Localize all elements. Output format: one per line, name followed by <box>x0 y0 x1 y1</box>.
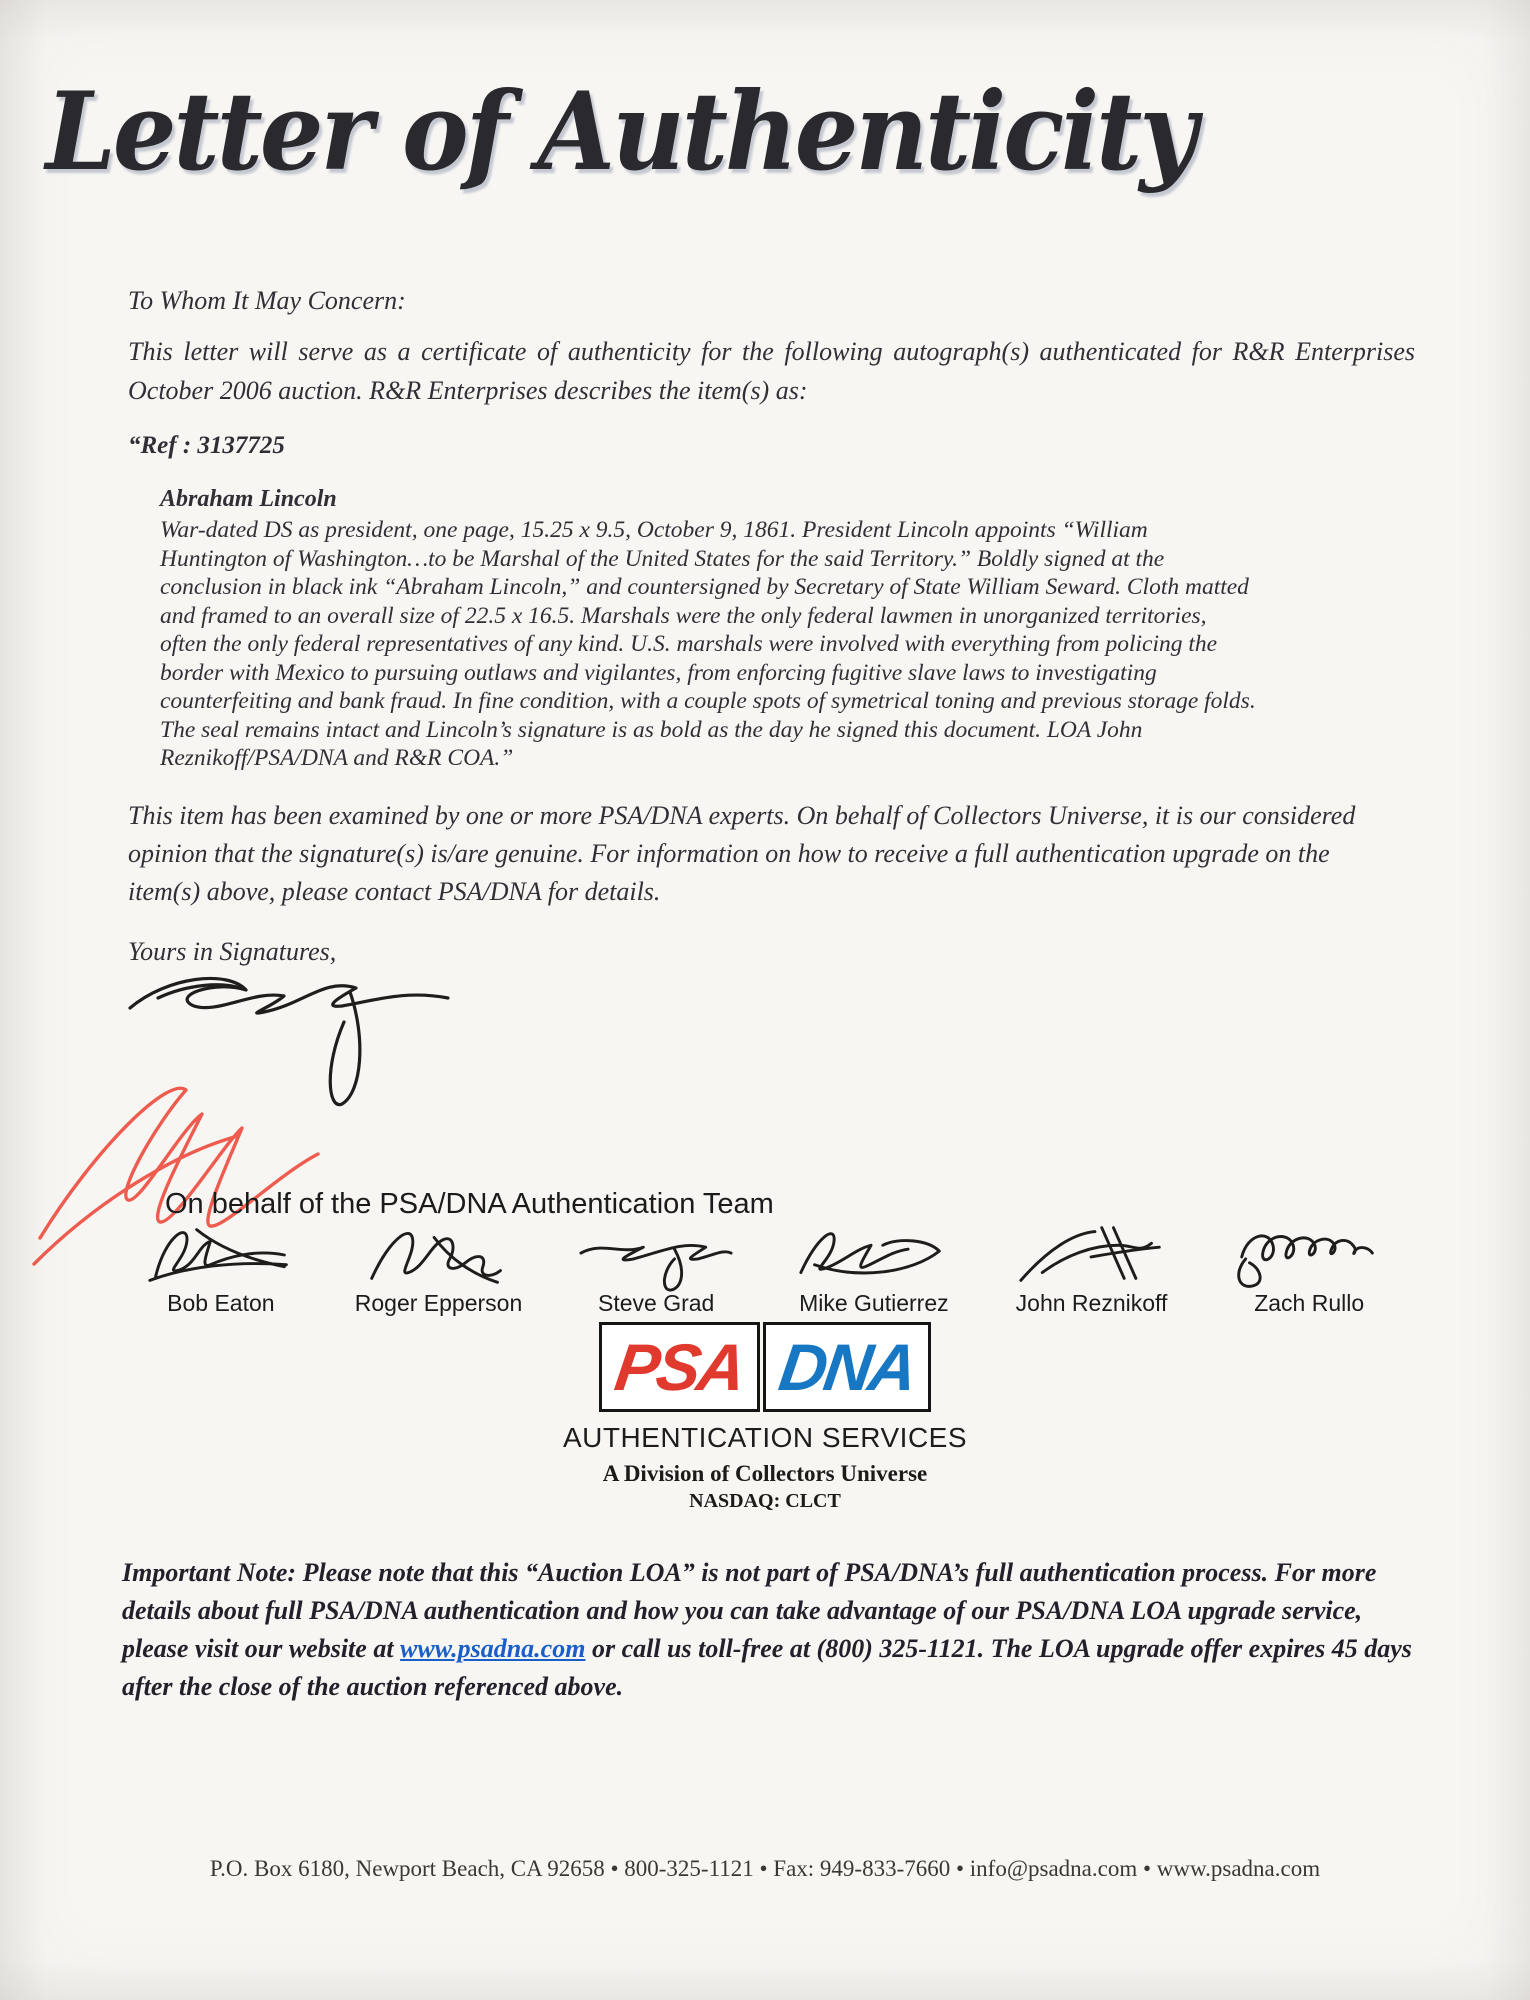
signature-roger-epperson-icon <box>354 1216 524 1294</box>
reference-line: “Ref : 3137725 <box>128 432 285 459</box>
logo-nasdaq-line: NASDAQ: CLCT <box>689 1490 841 1512</box>
important-note-text-after: or call us toll-free at (800) 325-1121. The LOA upgrade offer expires 45 days after the close of the auction referenced above. <box>122 1634 1412 1701</box>
psa-dna-logo-block <box>0 1322 1530 1513</box>
closing-line: Yours in Signatures, <box>128 936 337 966</box>
logo-division-line: A Division of Collectors Universe <box>602 1461 928 1486</box>
signature-mike-gutierrez-icon <box>789 1216 959 1294</box>
signers-row <box>112 1216 1418 1317</box>
signer-name: Roger Epperson <box>354 1290 523 1316</box>
psa-logo-box <box>599 1322 760 1412</box>
signer-steve-grad <box>547 1216 765 1317</box>
important-note-label: Important Note: <box>122 1558 297 1587</box>
item-title: Abraham Lincoln <box>160 486 337 512</box>
signer-roger-epperson <box>330 1216 548 1317</box>
signature-bob-eaton-icon <box>136 1216 306 1294</box>
opinion-paragraph: This item has been examined by one or more PSA/DNA experts. On behalf of Collectors Universe, it is our considered opinion that the signature(s) is/are genuine. For information on how to receive a full authentication upgrade on the item(s) above, please contact PSA/DNA for details. <box>128 800 1356 906</box>
signer-zach-rullo <box>1200 1216 1418 1317</box>
signer-name: Zach Rullo <box>1254 1290 1365 1316</box>
psadna-website-link[interactable]: www.psadna.com <box>400 1634 586 1663</box>
team-line: On behalf of the PSA/DNA Authentication Team <box>165 1188 774 1220</box>
signer-name: Steve Grad <box>598 1290 715 1316</box>
dna-logo-box <box>763 1322 931 1412</box>
signer-name: Mike Gutierrez <box>799 1290 949 1316</box>
important-note <box>122 1554 1424 1706</box>
letter-body <box>128 286 1420 967</box>
logo-subtitle: AUTHENTICATION SERVICES <box>562 1422 968 1453</box>
salutation: To Whom It May Concern: <box>128 286 406 315</box>
signer-mike-gutierrez <box>765 1216 983 1317</box>
signer-bob-eaton <box>112 1216 330 1317</box>
dna-logo-text: DNA <box>774 1330 920 1404</box>
signature-john-reznikoff-icon <box>1007 1216 1177 1294</box>
signature-zach-rullo-icon <box>1224 1216 1394 1294</box>
psa-dna-logo <box>599 1322 931 1412</box>
important-note-text-before: Please note that this “Auction LOA” is not part of PSA/DNA’s full authentication process. For more details about full PSA/DNA authentication and how you can take advantage of our PSA/DNA LOA upgrade service, please visit our website at <box>122 1558 1377 1663</box>
signer-name: John Reznikoff <box>1015 1290 1168 1316</box>
psa-logo-text: PSA <box>610 1330 749 1404</box>
signer-john-reznikoff <box>983 1216 1201 1317</box>
intro-paragraph: This letter will serve as a certificate of authenticity for the following autograph(s) authenticated for R&R Enterprises October 2006 auction. R&R Enterprises describes the item(s) as: <box>128 337 1415 405</box>
item-description: War-dated DS as president, one page, 15.25 x 9.5, October 9, 1861. President Lincoln appoints “William Huntington of Washington…to be Marshal of the United States for the said Territory.” Boldly signed at the conclusion in black ink “Abraham Lincoln,” and countersigned by Secretary of State William Seward. Cloth matted and framed to an overall size of 22.5 x 16.5. Marshals were the only federal lawmen in unorganized territories, often the only federal representatives of any kind. U.S. marshals were involved with everything from policing the border with Mexico to pursuing outlaws and vigilantes, from enforcing fugitive slave laws to investigating counterfeiting and bank fraud. In fine condition, with a couple spots of symetrical toning and previous storage folds. The seal remains intact and Lincoln’s signature is as bold as the day he signed this document. LOA John Reznikoff/PSA/DNA and R&R COA.” <box>160 517 1256 771</box>
footer-contact-line: P.O. Box 6180, Newport Beach, CA 92658 • 800-325-1121 • Fax: 949-833-7660 • info@psadna.com • www.psadna.com <box>209 1856 1321 1881</box>
page-title: Letter of Authenticity <box>45 67 1195 195</box>
signer-name: Bob Eaton <box>167 1290 275 1316</box>
signature-steve-grad-icon <box>571 1216 741 1294</box>
